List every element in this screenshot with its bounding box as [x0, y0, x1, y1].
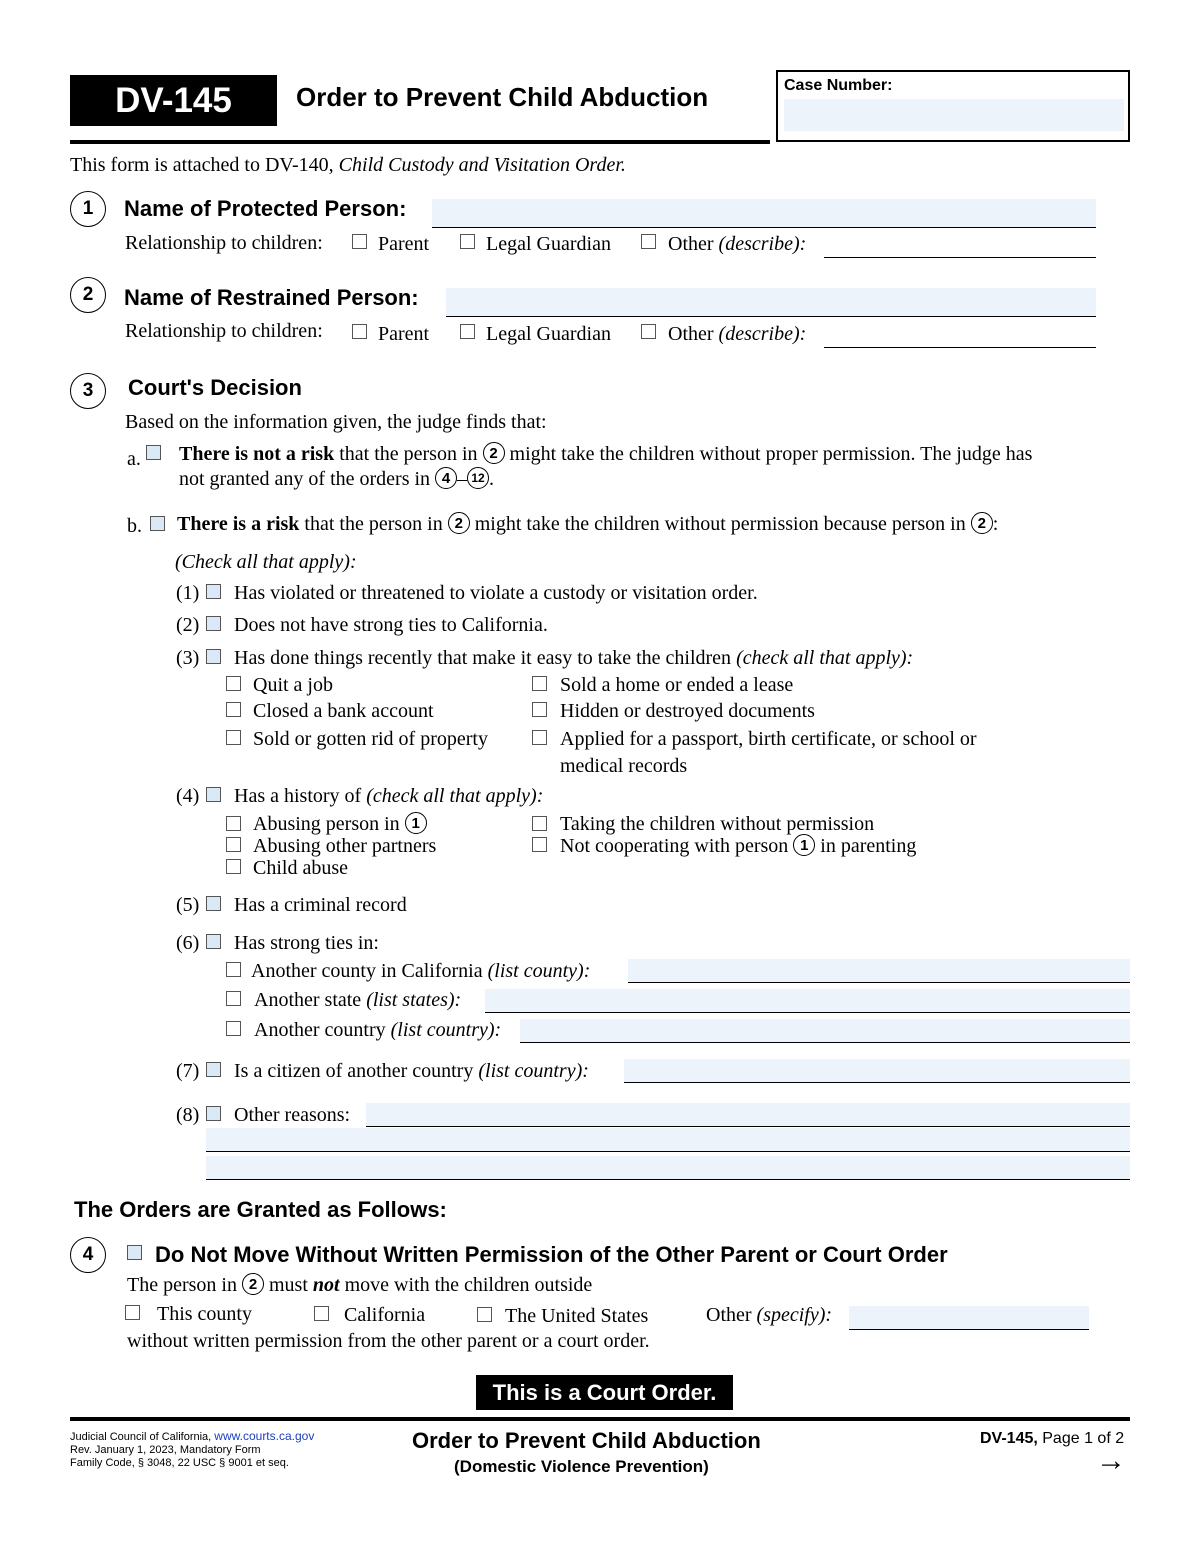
hidden-docs-label: Hidden or destroyed documents: [560, 700, 815, 722]
applied-passport-label-line2: medical records: [560, 755, 688, 777]
3a-checkbox[interactable]: [146, 445, 161, 460]
item-2-text: Does not have strong ties to California.: [234, 614, 548, 636]
footer-rule: [70, 1417, 1130, 1421]
ref-item-2: 2: [448, 512, 470, 534]
ref-item-2: 2: [242, 1273, 264, 1295]
another-county-checkbox[interactable]: [226, 962, 241, 977]
footer-council: Judicial Council of California,: [70, 1431, 212, 1443]
not-cooperating-label: Not cooperating with person 1 in parenting: [560, 835, 917, 857]
case-number-field[interactable]: [784, 99, 1124, 131]
ref-item-1: 1: [405, 812, 427, 834]
another-county-label: Another county in California (list county):: [251, 960, 591, 982]
applied-passport-checkbox[interactable]: [532, 730, 547, 745]
item-5-num: (5): [176, 894, 200, 916]
form-id: DV-145: [115, 80, 232, 120]
another-state-field[interactable]: [485, 989, 1130, 1013]
section-4-number: 4: [70, 1237, 106, 1273]
s2-other-checkbox[interactable]: [641, 324, 656, 339]
s2-other-label: Other (describe):: [668, 323, 807, 345]
3b-letter: b.: [127, 515, 142, 537]
united-states-checkbox[interactable]: [477, 1307, 492, 1322]
ref-item-4: 4: [435, 467, 457, 489]
abusing-partners-label: Abusing other partners: [253, 835, 437, 857]
3b-text: There is a risk that the person in 2 might take the children without permission because person in 2 :: [177, 513, 999, 535]
citizen-country-field[interactable]: [624, 1059, 1130, 1083]
closed-bank-checkbox[interactable]: [226, 702, 241, 717]
hidden-docs-checkbox[interactable]: [532, 702, 547, 717]
item-6-text: Has strong ties in:: [234, 932, 379, 954]
item-5-checkbox[interactable]: [206, 896, 221, 911]
footer-website-link[interactable]: www.courts.ca.gov: [214, 1429, 315, 1443]
this-county-checkbox[interactable]: [125, 1305, 140, 1320]
section-1-relationship-label: Relationship to children:: [125, 232, 323, 254]
another-country-label: Another country (list country):: [254, 1019, 502, 1041]
footer-rev: Rev. January 1, 2023, Mandatory Form: [70, 1444, 261, 1456]
3a-text-line2: not granted any of the orders in 4 – 12 .: [179, 468, 495, 490]
form-title: Order to Prevent Child Abduction: [296, 82, 709, 112]
item-7-num: (7): [176, 1060, 200, 1082]
s1-other-describe-field[interactable]: [824, 233, 1096, 258]
3a-letter: a.: [127, 448, 141, 470]
california-checkbox[interactable]: [314, 1306, 329, 1321]
s1-guardian-label: Legal Guardian: [486, 233, 611, 255]
case-number-box: [776, 70, 1130, 142]
form-id-box: [70, 75, 277, 126]
item-6-num: (6): [176, 932, 200, 954]
united-states-label: The United States: [505, 1305, 649, 1327]
item-3-text: Has done things recently that make it easy to take the children (check all that apply):: [234, 647, 914, 669]
item-8-num: (8): [176, 1104, 200, 1126]
restrained-person-name-field[interactable]: [446, 288, 1096, 317]
sold-property-checkbox[interactable]: [226, 730, 241, 745]
header-rule: [70, 140, 770, 144]
s1-parent-label: Parent: [378, 233, 430, 255]
item-2-num: (2): [176, 614, 200, 636]
court-order-banner: This is a Court Order.: [476, 1375, 733, 1410]
section-4-checkbox[interactable]: [127, 1245, 142, 1260]
abusing-person-checkbox[interactable]: [226, 816, 241, 831]
orders-heading: The Orders are Granted as Follows:: [74, 1197, 447, 1222]
s2-guardian-label: Legal Guardian: [486, 323, 611, 345]
item-7-checkbox[interactable]: [206, 1062, 221, 1077]
sold-property-label: Sold or gotten rid of property: [253, 728, 488, 750]
3a-text-line1: There is not a risk that the person in 2 might take the children without proper permission. The judge has: [179, 443, 1033, 465]
item-1-checkbox[interactable]: [206, 584, 221, 599]
footer-page-info: DV-145, Page 1 of 2: [980, 1430, 1125, 1447]
other-reasons-field-line3[interactable]: [206, 1156, 1130, 1180]
s2-parent-checkbox[interactable]: [352, 324, 367, 339]
item-4-text: Has a history of (check all that apply):: [234, 785, 544, 807]
item-7-text: Is a citizen of another country (list country):: [234, 1060, 589, 1082]
section-2-title: Name of Restrained Person:: [124, 285, 419, 310]
item-1-num: (1): [176, 582, 200, 604]
footer-title: Order to Prevent Child Abduction: [412, 1428, 761, 1453]
item-4-checkbox[interactable]: [206, 787, 221, 802]
3b-checkbox[interactable]: [150, 516, 165, 531]
s1-guardian-checkbox[interactable]: [460, 234, 475, 249]
item-8-checkbox[interactable]: [206, 1106, 221, 1121]
section-2-relationship-label: Relationship to children:: [125, 320, 323, 342]
section-4-title: Do Not Move Without Written Permission of the Other Parent or Court Order: [155, 1242, 948, 1267]
child-abuse-checkbox[interactable]: [226, 859, 241, 874]
footer-subtitle: (Domestic Violence Prevention): [454, 1457, 709, 1476]
s1-parent-checkbox[interactable]: [352, 234, 367, 249]
section-2-number: 2: [70, 277, 106, 313]
section-3-intro: Based on the information given, the judge finds that:: [125, 411, 547, 433]
abusing-person-label: Abusing person in 1: [253, 813, 427, 836]
taking-children-label: Taking the children without permission: [560, 813, 875, 835]
applied-passport-label-line1: Applied for a passport, birth certificate, or school or: [560, 728, 977, 750]
next-page-arrow-icon[interactable]: →: [1096, 1444, 1126, 1477]
other-specify-field[interactable]: [849, 1306, 1089, 1330]
closed-bank-label: Closed a bank account: [253, 700, 434, 722]
section-4-line1: The person in 2 must not move with the children outside: [127, 1274, 593, 1296]
ref-item-2: 2: [483, 442, 505, 464]
footer-meta: [70, 1430, 314, 1470]
s2-other-describe-field[interactable]: [824, 323, 1096, 348]
sold-home-checkbox[interactable]: [532, 676, 547, 691]
item-2-checkbox[interactable]: [206, 616, 221, 631]
other-reasons-field-line2[interactable]: [206, 1128, 1130, 1152]
other-reasons-field-line1[interactable]: [366, 1103, 1130, 1127]
this-county-label: This county: [157, 1303, 252, 1325]
another-country-field[interactable]: [520, 1019, 1130, 1043]
abusing-partners-checkbox[interactable]: [226, 837, 241, 852]
taking-children-checkbox[interactable]: [532, 816, 547, 831]
protected-person-name-field[interactable]: [432, 199, 1096, 228]
s2-parent-label: Parent: [378, 323, 430, 345]
california-label: California: [344, 1304, 426, 1326]
ref-item-2: 2: [971, 512, 993, 534]
ref-item-12: 12: [467, 467, 489, 489]
item-1-text: Has violated or threatened to violate a custody or visitation order.: [234, 582, 758, 604]
another-country-checkbox[interactable]: [226, 1021, 241, 1036]
other-specify-label: Other (specify):: [706, 1304, 833, 1326]
item-3-checkbox[interactable]: [206, 649, 221, 664]
sold-home-label: Sold a home or ended a lease: [560, 674, 794, 696]
item-3-num: (3): [176, 647, 200, 669]
item-6-checkbox[interactable]: [206, 934, 221, 949]
section-4-line3: without written permission from the other parent or a court order.: [127, 1330, 650, 1352]
quit-job-label: Quit a job: [253, 674, 333, 696]
child-abuse-label: Child abuse: [253, 857, 348, 879]
item-4-num: (4): [176, 785, 200, 807]
quit-job-checkbox[interactable]: [226, 676, 241, 691]
s1-other-label: Other (describe):: [668, 233, 807, 255]
ref-item-1: 1: [793, 834, 815, 856]
section-1-title: Name of Protected Person:: [124, 196, 407, 221]
check-all-note: (Check all that apply):: [175, 551, 357, 573]
item-8-text: Other reasons:: [234, 1104, 351, 1126]
another-state-checkbox[interactable]: [226, 991, 241, 1006]
case-number-label: Case Number:: [784, 77, 893, 94]
not-cooperating-checkbox[interactable]: [532, 837, 547, 852]
s2-guardian-checkbox[interactable]: [460, 324, 475, 339]
item-5-text: Has a criminal record: [234, 894, 407, 916]
s1-other-checkbox[interactable]: [641, 234, 656, 249]
section-3-number: 3: [70, 373, 106, 409]
intro-text: This form is attached to DV-140, Child Custody and Visitation Order.: [70, 154, 626, 176]
another-county-field[interactable]: [628, 959, 1130, 983]
section-3-title: Court's Decision: [128, 375, 302, 400]
section-1-number: 1: [70, 191, 106, 227]
another-state-label: Another state (list states):: [254, 989, 462, 1011]
footer-code: Family Code, § 3048, 22 USC § 9001 et seq.: [70, 1457, 289, 1469]
